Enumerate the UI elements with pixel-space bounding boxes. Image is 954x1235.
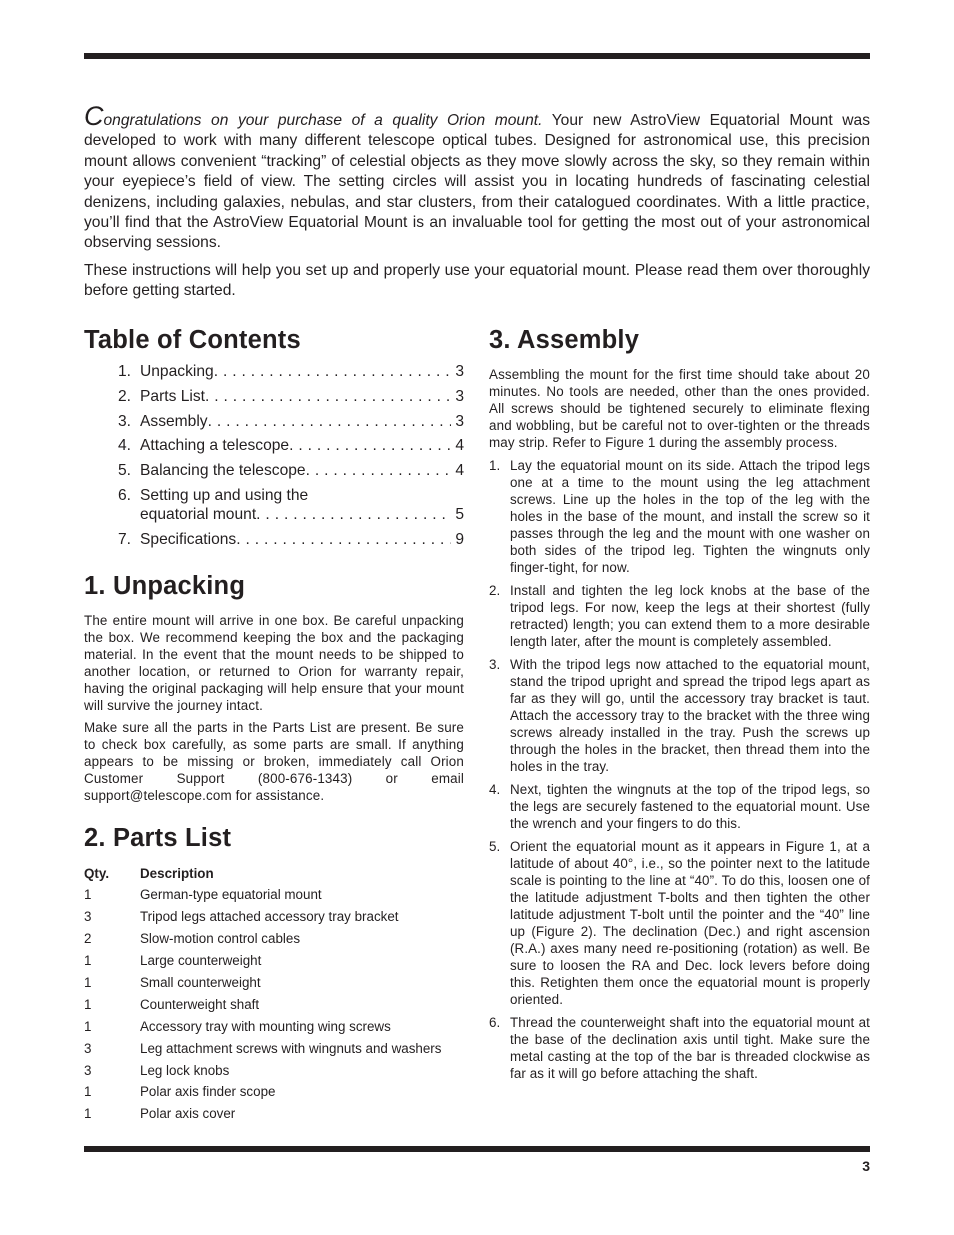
step-text: Thread the counterweight shaft into the equatorial mount at the base of the declination axis until tight. Make sure the metal casting at the top of the bar is threaded clockwise as far as it will go before attaching the shaft.: [510, 1015, 870, 1081]
intro-paragraph: [84, 101, 870, 254]
bottom-rule: [84, 1146, 870, 1152]
left-column: [84, 322, 464, 1122]
list-item: [489, 781, 870, 832]
table-row: [84, 1015, 464, 1037]
toc-label: Attaching a telescope: [140, 437, 290, 455]
table-row: [84, 1059, 464, 1081]
qty-cell: 1: [84, 975, 92, 990]
toc-page: 4: [455, 437, 464, 455]
qty-cell: 3: [84, 1040, 92, 1056]
table-row: [84, 1037, 464, 1059]
qty-cell: 1: [84, 887, 92, 903]
table-row: [84, 928, 464, 950]
description-cell: Polar axis cover: [140, 1106, 236, 1122]
toc-page: 3: [455, 363, 464, 380]
qty-cell: 1: [84, 996, 92, 1012]
step-number: 2.: [489, 583, 501, 598]
list-item: [489, 838, 870, 1008]
assembly-intro: Assembling the mount for the first time should take about 20 minutes. No tools are needed, other than the ones provided. All screws should be tightened securely to eliminate flexing and wobbling, but be careful not to over-tighten or the threads may strip. Refer to Figure 1 during the assembly process.: [489, 367, 870, 450]
intro-lead: ongratulations on your purchase of a quality Orion mount.: [103, 112, 543, 129]
parts-list-section: [84, 820, 464, 1125]
toc-item[interactable]: 4. Attaching a telescope . . . 4: [84, 436, 464, 456]
qty-cell: 2: [84, 931, 92, 947]
right-column: [489, 322, 870, 1088]
assembly-steps: [489, 457, 870, 1082]
description-cell: Leg lock knobs: [140, 1062, 230, 1078]
description-cell: Slow-motion control cables: [140, 931, 301, 947]
description-cell: Large counterweight: [140, 953, 262, 969]
table-row: [84, 993, 464, 1015]
description-cell: Tripod legs attached accessory tray bracket: [140, 909, 399, 925]
toc-item[interactable]: 2. Parts List . . . 3: [84, 387, 464, 407]
unpacking-heading: 1. Unpacking: [84, 572, 246, 600]
intro-paragraph-2: These instructions will help you set up and properly use your equatorial mount. Please read them over thoroughly before getting started.: [84, 261, 870, 300]
toc-item[interactable]: 7. Specifications . . . 9: [84, 530, 464, 550]
step-text: Orient the equatorial mount as it appears in Figure 1, at a latitude of about 40°, i.e., so the pointer next to the latitude scale is pointing to the line at “40”. To do this, loosen one of the latitude adjustment T-bolts and then tighten the other latitude adjustment T-bolt until the pointer and the “40” line up (Figure 2). The declination (Dec.) and right ascension (R.A.) axes many need re-positioning (rotation) as well. Be sure to loosen the RA and Dec. lock levers before doing this. Retighten them once the equatorial mount is properly oriented.: [510, 839, 870, 1007]
unpacking-paragraph-2: Make sure all the parts in the Parts List are present. Be sure to check box carefully, as some parts are small. If anything appears to be missing or broken, immediately call Orion Customer Support (800-676-1343) or email support@telescope.com for assistance.: [84, 720, 464, 803]
table-row: [84, 972, 464, 994]
description-cell: Small counterweight: [140, 975, 261, 990]
list-item: [489, 656, 870, 775]
toc-page: 4: [455, 462, 464, 480]
step-number: 6.: [489, 1015, 501, 1030]
step-text: Next, tighten the wingnuts at the top of the tripod legs, so the legs are securely fastened to the equatorial mount. Use the wrench and your fingers to do this.: [510, 782, 870, 831]
description-cell: Leg attachment screws with wingnuts and washers: [140, 1040, 442, 1056]
step-text: Lay the equatorial mount on its side. Attach the tripod legs one at a time to the mount using the leg attachment screws. Line up the holes in the top of the leg with the holes in the base of the mount, and install the screw so it passes through the leg and the mount with one washer on both sides of the tripod leg. Tighten the wingnuts only finger-tight, for now.: [510, 458, 870, 575]
toc-heading: Table of Contents: [84, 326, 301, 354]
step-number: 4.: [489, 782, 501, 797]
qty-cell: 3: [84, 1062, 92, 1078]
description-cell: Accessory tray with mounting wing screws: [140, 1018, 391, 1034]
description-header: Description: [140, 865, 214, 881]
assembly-heading: 3. Assembly: [489, 326, 640, 354]
step-number: 3.: [489, 657, 501, 672]
toc-page: 9: [455, 531, 464, 549]
table-row: [84, 906, 464, 928]
toc-page: 3: [455, 412, 464, 430]
description-cell: German-type equatorial mount: [140, 887, 322, 903]
qty-cell: 1: [84, 1018, 92, 1034]
description-cell: Counterweight shaft: [140, 996, 260, 1012]
intro-text: Your new AstroView Equatorial Mount was developed to work with many different telescope optical tubes. Designed for astronomical use, this precision mount allows convenient “tracking” of celestial objects as they move slowly across the sky, so they remain within your eyepiece’s field of view. The setting circles will assist you in locating hundreds of fascinating celestial denizens, including galaxies, nebulas, and star clusters, from their catalogued coordinates. With a little practice, you’ll find that the AstroView Equatorial Mount is an invaluable tool for getting the most out of your astronomical observing sessions.: [84, 112, 870, 252]
toc-label: Specifications: [140, 531, 237, 549]
list-item: [489, 1014, 870, 1082]
toc-label-line1: Setting up and using the: [140, 486, 309, 504]
step-text: Install and tighten the leg lock knobs at the base of the tripod legs. For now, keep the legs at their shortest (fully retracted) length; you can extend them to a more desirable length later, after the mount is completely assembled.: [510, 583, 870, 649]
toc-item[interactable]: 3. Assembly . . . 3: [84, 412, 464, 432]
toc-label: Unpacking: [140, 363, 214, 380]
toc-label: Balancing the telescope: [140, 462, 306, 480]
drop-cap: C: [84, 101, 104, 131]
unpacking-section: [84, 568, 464, 804]
toc-item[interactable]: 1. Unpacking . . . 3: [84, 362, 464, 382]
qty-cell: 3: [84, 909, 92, 925]
intro: [84, 101, 870, 302]
table-row: [84, 884, 464, 906]
table-of-contents: [84, 362, 464, 550]
table-row: [84, 950, 464, 972]
toc-label: equatorial mount: [140, 506, 257, 524]
table-row: [84, 1081, 464, 1103]
qty-cell: 1: [84, 1106, 92, 1122]
toc-item[interactable]: 6. Setting up and using the equatorial mount . . . 5: [84, 486, 464, 525]
toc-label: Assembly: [140, 412, 208, 430]
toc-item[interactable]: 5. Balancing the telescope . . . 4: [84, 461, 464, 481]
unpacking-paragraph-1: The entire mount will arrive in one box. Be careful unpacking the box. We recommend keeping the box and the packaging material. In the event that the mount needs to be shipped to another location, or returned to Orion for warranty repair, having the original packaging will help ensure that your mount will survive the journey intact.: [84, 613, 464, 713]
page-number: 3: [862, 1158, 870, 1174]
parts-header-row: [84, 862, 464, 884]
parts-list-heading: 2. Parts List: [84, 824, 232, 852]
toc-label: Parts List: [140, 387, 205, 405]
top-rule: [84, 53, 870, 59]
step-number: 5.: [489, 839, 501, 854]
qty-cell: 1: [84, 1084, 92, 1100]
toc-page: 3: [455, 387, 464, 405]
toc-page: 5: [455, 506, 464, 524]
table-row: [84, 1103, 464, 1125]
step-number: 1.: [489, 458, 501, 473]
list-item: [489, 457, 870, 576]
description-cell: Polar axis finder scope: [140, 1084, 276, 1100]
parts-table: [84, 862, 464, 1125]
step-text: With the tripod legs now attached to the equatorial mount, stand the tripod upright and spread the tripod legs apart as far as they will go, until the accessory tray bracket is taut. Attach the accessory tray to the bracket with the three wing screws already installed in the tray. Push the screws up through the holes in the bracket, then thread them into the holes in the tray.: [510, 657, 870, 774]
qty-cell: 1: [84, 953, 92, 969]
qty-header: Qty.: [84, 865, 110, 881]
list-item: [489, 582, 870, 650]
